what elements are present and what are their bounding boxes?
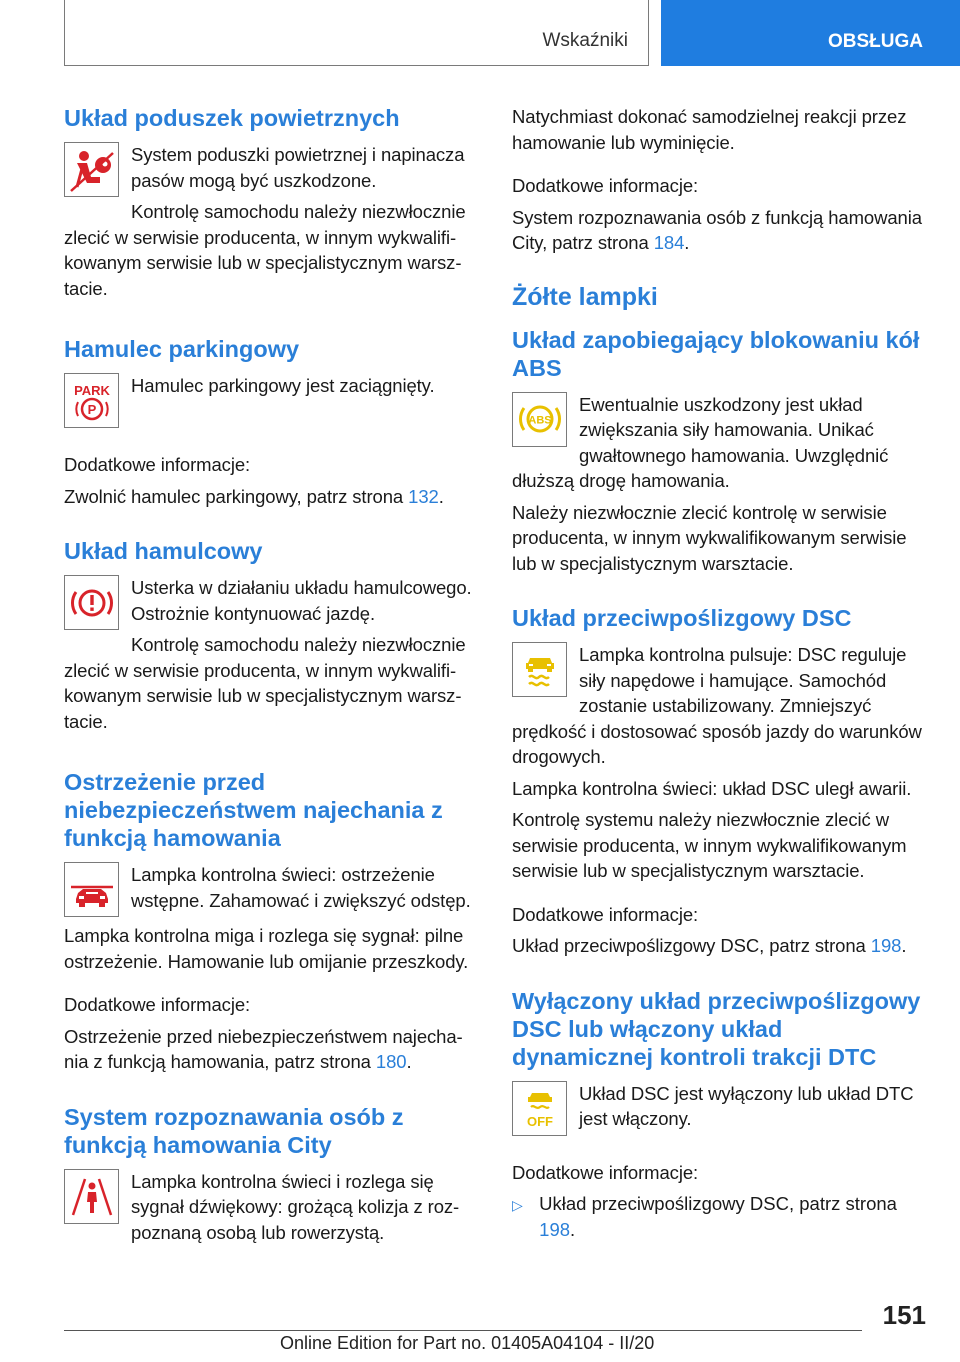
dsc-text-2: Lampka kontrolna świeci: układ DSC uległ awarii. [512, 777, 912, 799]
section-city-braking [64, 1103, 478, 1252]
section-collision-warning [64, 768, 478, 1075]
page-number: 151 [882, 1300, 926, 1330]
header-section-title: Wskaźniki [542, 30, 628, 51]
parking-reference: Zwolnić hamulec parkingowy, patrz strona 132. [64, 485, 444, 507]
header-tab-obsluga[interactable]: OBSŁUGA [661, 0, 960, 66]
abs-icon [512, 392, 567, 447]
dsc-off-icon-label: OFF [526, 1114, 553, 1129]
heading-parking-brake: Hamulec parkingowy [64, 336, 300, 362]
section-dsc-off [512, 987, 926, 1243]
city-text-1: Lampka kontrolna świeci i rozlega się sygnał dźwiękowy: grożącą kolizja z rozpoznaną osobą lub rowerzystą. [131, 1170, 460, 1243]
parking-brake-icon-label: PARK [73, 382, 110, 398]
heading-airbag: Układ poduszek powietrznych [64, 105, 400, 131]
dsc-off-page-link[interactable]: 198 [539, 1218, 571, 1240]
brake-text-1: Usterka w działaniu układu hamulcowego. Ostrożnie kontynuować jazdę. [131, 577, 472, 624]
heading-city-braking: System rozpoznawania osób z funkcją hamowania City [64, 1103, 404, 1158]
brake-warning-icon [64, 575, 119, 630]
parking-brake-text: Hamulec parkingowy jest zaciągnięty. [131, 375, 435, 396]
header-frame [64, 0, 649, 66]
dsc-off-bullet-item: ▷ Układ przeciwpoślizgowy DSC, patrz strona 198. [512, 1191, 926, 1242]
section-dsc [512, 604, 926, 959]
section-brake-system [64, 537, 478, 740]
svg-text:P: P [87, 401, 96, 417]
footer-edition: Online Edition for Part no. 01405A04104 - II/20 [280, 1333, 655, 1353]
collision-reference: Ostrzeżenie przed niebezpieczeństwem najechania z funkcją hamowania, patrz strona 180. [64, 1025, 463, 1072]
abs-icon-label: ABS [527, 414, 552, 427]
collision-warning-icon [64, 862, 119, 917]
heading-abs: Układ zapobiegający blokowaniu kół ABS [512, 326, 920, 381]
right-column [512, 98, 926, 1242]
dsc-off-more-info: Dodatkowe informacje: [512, 1161, 699, 1183]
parking-more-info: Dodatkowe informacje: [64, 454, 251, 475]
collision-text-2: Lampka kontrolna miga i rozlega się sygnał: pilne ostrzeżenie. Hamowanie lub omijanie przeszkody. [64, 925, 469, 972]
abs-text-1: Ewentualnie uszkodzony jest układ zwiększania siły hamowania. Unikać gwałtownego hamowania. Uwzględnić dłuższą drogę hamowania. [512, 393, 889, 491]
dsc-reference: Układ przeciwpoślizgowy DSC, patrz strona 198. [512, 935, 907, 956]
city-continuation: Natychmiast dokonać samodzielnej reakcji przez hamowanie lub wyminięcie. [512, 106, 907, 153]
abs-text-2: Należy niezwłocznie zlecić kontrolę w serwisie producenta, w innym wykwalifikowanym serwisie lub w specjalistycznym warsztacie. [512, 501, 907, 574]
section-parking-brake [64, 335, 478, 509]
parking-page-link[interactable]: 132 [408, 485, 439, 507]
dsc-off-text-1: Układ DSC jest wyłączony lub układ DTC jest włączony. [579, 1082, 914, 1129]
heading-dsc: Układ przeciwpoślizgowy DSC [512, 605, 852, 631]
airbag-warning-icon [64, 142, 119, 197]
section-airbag [64, 104, 478, 307]
section-abs [512, 326, 926, 577]
left-column [64, 98, 478, 1251]
pedestrian-warning-icon [64, 1169, 119, 1224]
city-more-info: Dodatkowe informacje: [512, 175, 699, 196]
heading-brake-system: Układ hamulcowy [64, 538, 263, 564]
collision-text-1: Lampka kontrolna świeci: ostrzeżenie wstępne. Zahamować i zwiększyć odstęp. [131, 864, 471, 911]
parking-brake-icon [64, 373, 119, 428]
dsc-page-link[interactable]: 198 [870, 935, 902, 956]
dsc-text-1: Lampka kontrolna pulsuje: DSC reguluje siły napędowe i hamujące. Samochód zostanie ustabilizowany. Zmniejszyć prędkość i dostosować sposób jazdy do warunków drogowych. [512, 644, 922, 767]
footer-divider [64, 1330, 862, 1331]
dsc-icon [512, 642, 567, 697]
dsc-off-icon [512, 1081, 567, 1136]
brake-text-2: Kontrolę samochodu należy niezwłocznie zlecić w serwisie producenta, w innym wykwalifikowanym serwisie lub w specjalistycznym warsztacie. [64, 634, 466, 732]
dsc-text-3: Kontrolę systemu należy niezwłocznie zlecić w serwisie producenta, w innym wykwalifikowanym serwisie lub w specjalistycznym warsztacie. [512, 809, 907, 881]
airbag-text-1: System poduszki powietrznej i napinacza pasów mogą być uszkodzone. [131, 144, 465, 191]
triangle-right-icon: ▷ [512, 1197, 523, 1213]
dsc-more-info: Dodatkowe informacje: [512, 903, 699, 925]
city-page-link[interactable]: 184 [653, 232, 685, 253]
heading-dsc-off: Wyłączony układ przeciwpoślizgowy DSC lub włączony układ dynamicznej kontroli trakcji DTC [512, 987, 921, 1070]
heading-collision-warning: Ostrzeżenie przed niebezpieczeństwem najechania z funkcją hamowania [64, 769, 443, 851]
collision-more-info: Dodatkowe informacje: [64, 994, 251, 1015]
city-reference: System rozpoznawania osób z funkcją hamowania City, patrz strona 184. [512, 206, 922, 253]
airbag-text-2: Kontrolę samochodu należy niezwłocznie zlecić w serwisie producenta, w innym wykwalifikowanym serwisie lub w specjalistycznym warsztacie. [64, 201, 466, 299]
collision-page-link[interactable]: 180 [375, 1051, 407, 1072]
heading-yellow-lamps: Żółte lampki [512, 282, 658, 311]
